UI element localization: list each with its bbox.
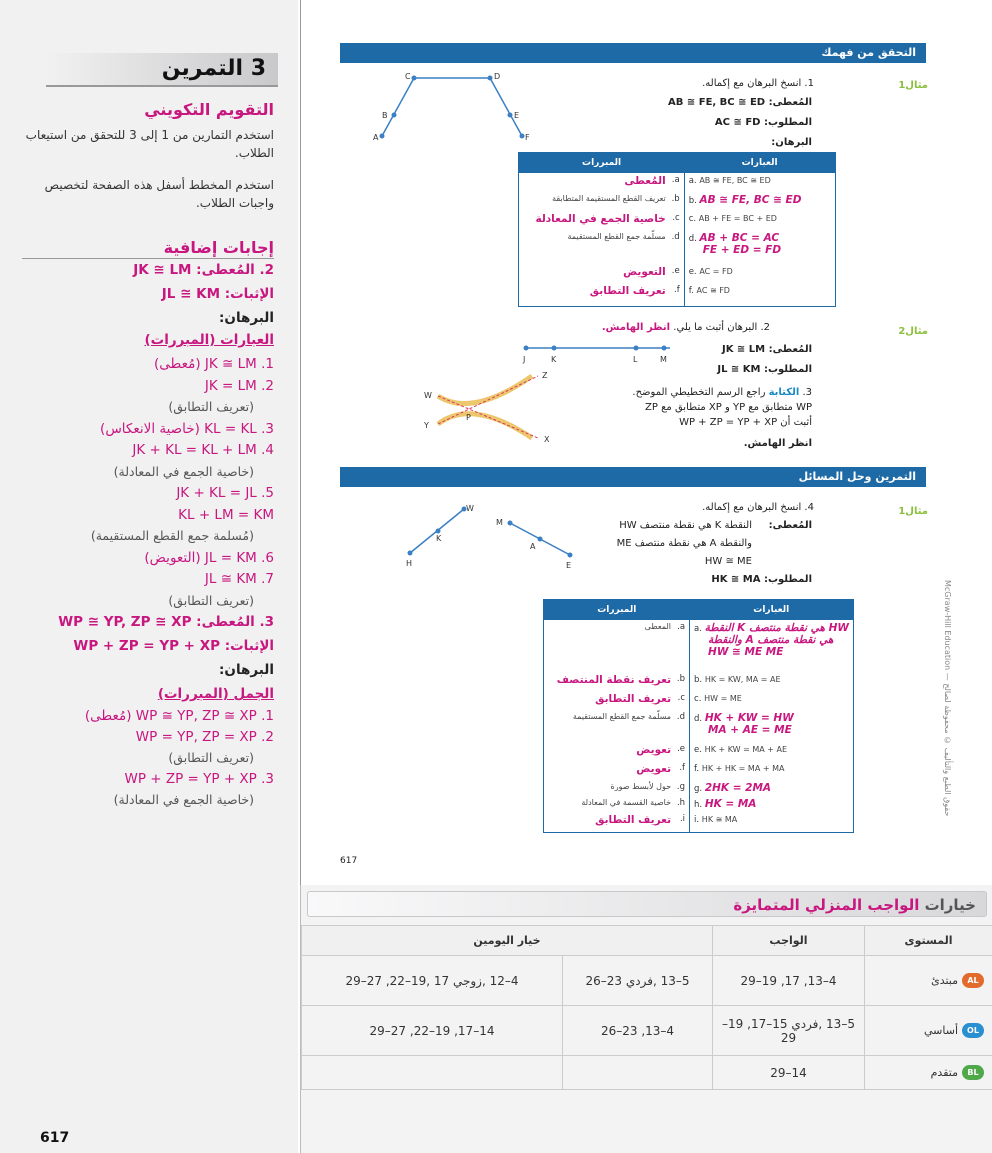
t1-reasons-column bbox=[519, 173, 685, 307]
t1-statement-5 bbox=[689, 266, 831, 285]
t1-statement-4 bbox=[689, 232, 831, 266]
answer2-columns: العبارات (المبررات) bbox=[144, 332, 274, 348]
label-A2: A bbox=[530, 542, 536, 551]
reason-text: مسلّمة جمع القطع المستقيمة bbox=[567, 231, 666, 241]
statement-text: HK = KW, MA = AE bbox=[704, 674, 781, 684]
row-letter: b. bbox=[688, 195, 700, 206]
reason-text: خاصية الجمع في المعادلة bbox=[535, 212, 666, 225]
t1-header-reasons: المبررات bbox=[519, 153, 685, 173]
row-letter: a. bbox=[677, 621, 686, 632]
row-letter: a. bbox=[688, 175, 700, 186]
label-C: C bbox=[405, 72, 411, 81]
reason-text: تعريف التطابق bbox=[589, 284, 666, 297]
row-letter: b. bbox=[694, 674, 705, 685]
label-W2: W bbox=[466, 504, 474, 513]
answer2-line-5: JK + KL = KL + LM .4 bbox=[132, 442, 274, 458]
q4-given-3: HW ≅ ME bbox=[704, 556, 752, 567]
level-name: متقدم bbox=[930, 1066, 958, 1079]
row-letter: c. bbox=[672, 212, 680, 223]
extra-answers-heading: إجابات إضافية bbox=[163, 238, 274, 257]
formative-paragraph-2: استخدم المخطط أسفل هذه الصفحة لتخصيص واجبات الطلاب. bbox=[44, 178, 274, 210]
answer3-line-5: (خاصية الجمع في المعادلة) bbox=[113, 792, 254, 807]
t2-reason-6 bbox=[548, 763, 685, 782]
reason-text: المعطى bbox=[644, 621, 672, 631]
answer2-line-12: (تعريف التطابق) bbox=[168, 592, 254, 608]
t2-reason-8 bbox=[548, 798, 685, 814]
t2-statement-5 bbox=[694, 744, 849, 763]
homework-title bbox=[307, 891, 987, 917]
answer3-given: 3. المُعطى: WP ≅ YP, ZP ≅ XP bbox=[58, 614, 274, 630]
q1-prove: المطلوب: AC ≅ FD bbox=[714, 117, 812, 128]
row-letter: f. bbox=[674, 284, 680, 295]
row-letter: c. bbox=[694, 693, 705, 704]
label-E: E bbox=[514, 111, 520, 120]
hw-level-cell bbox=[865, 1006, 992, 1056]
reason-text: تعريف نقطة المنتصف bbox=[556, 673, 672, 686]
homework-table bbox=[301, 925, 992, 1090]
t2-statement-8 bbox=[694, 798, 849, 814]
row-letter: a. bbox=[671, 174, 680, 185]
row-letter: c. bbox=[688, 213, 699, 224]
q4-given-1: النقطة K هي نقطة منتصف HW bbox=[619, 520, 752, 531]
row-letter: i. bbox=[679, 813, 686, 824]
level-name: مبتدئ bbox=[931, 974, 958, 987]
level-badge: BL bbox=[962, 1065, 984, 1080]
statement-text: HK = MA bbox=[704, 797, 757, 810]
label-Y: Y bbox=[424, 421, 429, 430]
t1-reason-1 bbox=[523, 175, 680, 194]
segment-jklm-figure bbox=[520, 342, 675, 366]
t1-reason-4 bbox=[523, 232, 680, 266]
t1-header-statements: العبارات bbox=[684, 153, 835, 173]
statement-text: HK + KW = MA + AE bbox=[704, 744, 788, 754]
row-letter: d. bbox=[688, 233, 700, 244]
statement-text: HK ≅ MA bbox=[701, 814, 738, 824]
statement-text: والنقطة A هي نقطة منتصف bbox=[708, 633, 834, 646]
answer2-prove: الإثبات: JL ≅ KM bbox=[161, 286, 274, 302]
page-number-main: 617 bbox=[340, 856, 358, 866]
reason-text: تعويض bbox=[636, 762, 672, 775]
answer2-line-1: JK ≅ LM .1 (مُعطى) bbox=[154, 356, 274, 372]
reason-text: مسلّمة جمع القطع المستقيمة bbox=[572, 711, 672, 721]
statement-text: 2HK = 2MA bbox=[704, 781, 772, 794]
t2-statement-3 bbox=[694, 693, 849, 712]
answer2-line-8: KL + LM = KM bbox=[178, 506, 274, 523]
q1-proof-label: البرهان: bbox=[771, 137, 812, 148]
statement-text: AC ≅ FD bbox=[696, 285, 730, 295]
level-badge: OL bbox=[962, 1023, 984, 1038]
answer3-prove: الإثبات: WP + ZP = YP + XP bbox=[73, 638, 274, 654]
reason-text: تعريف القطع المستقيمة المتطابقة bbox=[552, 193, 666, 203]
t1-statement-6 bbox=[689, 285, 831, 304]
label-Z: Z bbox=[542, 371, 548, 380]
t2-statement-6 bbox=[694, 763, 849, 782]
t1-reason-2 bbox=[523, 194, 680, 213]
answer2-line-4: KL = KL .3 (خاصية الانعكاس) bbox=[100, 420, 274, 437]
formative-paragraph-1: استخدم التمارين من 1 إلى 3 للتحقق من استيعاب الطلاب. bbox=[25, 128, 274, 160]
answer3-line-1: WP ≅ YP, ZP ≅ XP .1 (مُعطى) bbox=[84, 708, 274, 724]
t2-statement-9 bbox=[694, 814, 849, 830]
hw-option2-cell: 4–12 ,زوجي 17 ,19–22, 27–29 bbox=[302, 956, 563, 1006]
row-letter: i. bbox=[694, 814, 702, 825]
reason-text: تعريف التطابق bbox=[595, 692, 672, 705]
t2-statements-column bbox=[690, 620, 854, 833]
statement-text: AB ≅ FE, BC ≅ ED bbox=[699, 193, 802, 206]
hw-option2-cell: 14–17, 19–22, 27–29 bbox=[302, 1006, 563, 1056]
answer2-line-3: (تعريف التطابق) bbox=[168, 399, 254, 414]
answer2-given: 2. المُعطى: JK ≅ LM bbox=[133, 262, 274, 278]
q3-line3: أثبت أن WP + ZP = YP + XP bbox=[679, 417, 812, 428]
label-A: A bbox=[373, 133, 379, 142]
hw-assignment-cell: 14–29 bbox=[713, 1056, 865, 1090]
answer2-line-11: JL ≅ KM .7 bbox=[204, 571, 274, 587]
hw-option1-cell: 5–13 ,فردي 23–26 bbox=[563, 956, 713, 1006]
row-letter: g. bbox=[676, 781, 686, 792]
statement-text: MA + AE = ME bbox=[708, 723, 792, 736]
t2-reason-4 bbox=[548, 712, 685, 744]
homework-title-highlight: الواجب المنزلي المتمايزة bbox=[733, 896, 920, 914]
row-letter: d. bbox=[671, 231, 680, 242]
q4-given-label: المُعطى: bbox=[768, 520, 812, 531]
t2-reason-5 bbox=[548, 744, 685, 763]
homework-options-section bbox=[300, 885, 992, 1153]
reason-text: تعويض bbox=[636, 743, 672, 756]
teacher-sidebar bbox=[0, 0, 298, 1153]
q4-prove: المطلوب: HK ≅ MA bbox=[711, 574, 812, 585]
statement-text: FE + ED = FD bbox=[702, 243, 782, 256]
q3-text bbox=[632, 387, 812, 398]
t2-reason-7 bbox=[548, 782, 685, 798]
label-K: K bbox=[551, 355, 557, 364]
check-understanding-band: التحقق من فهمك bbox=[340, 43, 926, 63]
q4-given-2: والنقطة A هي نقطة منتصف ME bbox=[616, 538, 752, 549]
hw-header-two-day: خيار اليومين bbox=[302, 926, 713, 956]
crossing-lines-figure bbox=[420, 368, 560, 446]
answer2-line-2: JK = LM .2 bbox=[204, 377, 274, 394]
q3-number: 3. bbox=[802, 387, 812, 398]
row-letter: c. bbox=[677, 692, 686, 703]
statement-text: النقطة K هي نقطة منتصف HW bbox=[704, 621, 849, 634]
statement-text: HK + KW = HW bbox=[704, 711, 794, 724]
q3-line2: WP متطابق مع YP و XP متطابق مع ZP bbox=[645, 402, 812, 413]
answer3-line-4: WP + ZP = YP + XP .3 bbox=[124, 771, 274, 787]
label-B: B bbox=[382, 111, 388, 120]
row-letter: e. bbox=[694, 744, 705, 755]
hw-row bbox=[302, 1056, 992, 1090]
label-H: H bbox=[406, 559, 413, 568]
proof-table-2 bbox=[543, 599, 854, 833]
row-letter: d. bbox=[694, 713, 705, 724]
reason-text: حول لأبسط صورة bbox=[610, 781, 672, 791]
proof-table-1 bbox=[518, 152, 836, 307]
statement-text: AB ≅ FE, BC ≅ ED bbox=[699, 175, 771, 185]
statement-text: AC = FD bbox=[699, 266, 733, 276]
statement-text: AB + FE = BC + ED bbox=[698, 213, 777, 223]
level-badge: AL bbox=[962, 973, 984, 988]
label-D: D bbox=[494, 72, 501, 81]
practice-band: التمرين وحل المسائل bbox=[340, 467, 926, 487]
hw-header-assignment: الواجب bbox=[713, 926, 865, 956]
publisher-credit: McGraw-Hill Education — حقوق الطبع والتأليف © محفوظة لصالح bbox=[943, 580, 952, 817]
hw-option1-cell bbox=[563, 1056, 713, 1090]
reason-text: خاصية القسمة في المعادلة bbox=[581, 797, 672, 807]
q2-text bbox=[602, 322, 770, 333]
row-letter: b. bbox=[671, 193, 680, 204]
t2-statement-1 bbox=[694, 622, 849, 674]
row-letter: g. bbox=[694, 783, 705, 794]
hw-level-cell bbox=[865, 956, 992, 1006]
reason-text: تعريف التطابق bbox=[595, 813, 672, 826]
row-letter: d. bbox=[676, 711, 686, 722]
row-letter: e. bbox=[688, 266, 700, 277]
label-F: F bbox=[525, 133, 530, 142]
level-name: أساسي bbox=[923, 1024, 958, 1037]
t2-statement-2 bbox=[694, 674, 849, 693]
label-E: E bbox=[566, 561, 572, 570]
hw-row bbox=[302, 956, 992, 1006]
q2-body: 2. البرهان أثبت ما يلي. bbox=[673, 322, 770, 333]
example-1b-label: مثال1 bbox=[898, 506, 928, 517]
t1-statement-1 bbox=[689, 175, 831, 194]
row-letter: e. bbox=[677, 743, 686, 754]
reason-text: المُعطى bbox=[624, 174, 666, 187]
label-J: J bbox=[523, 355, 526, 364]
hw-row bbox=[302, 1006, 992, 1056]
answer3-columns: الجمل (المبررات) bbox=[157, 686, 274, 702]
hw-option1-cell: 4–13, 23–26 bbox=[563, 1006, 713, 1056]
q3-writing-label: الكتابة bbox=[768, 387, 800, 398]
t2-reasons-column bbox=[544, 620, 690, 833]
row-letter: f. bbox=[688, 285, 697, 296]
reason-text: التعويض bbox=[623, 265, 666, 278]
answer2-line-6: (خاصية الجمع في المعادلة) bbox=[113, 463, 254, 479]
t2-statement-7 bbox=[694, 782, 849, 798]
row-letter: f. bbox=[679, 762, 686, 773]
t2-reason-3 bbox=[548, 693, 685, 712]
statement-text: HW ≅ ME ME bbox=[708, 645, 784, 658]
label-P: P bbox=[466, 413, 471, 422]
statement-text: HW = ME bbox=[704, 693, 742, 703]
q2-given: المُعطى: JK ≅ LM bbox=[721, 344, 812, 355]
label-M2: M bbox=[496, 518, 503, 527]
statement-text: HK + HK = MA + MA bbox=[701, 763, 785, 773]
q2-prove: المطلوب: JL ≅ KM bbox=[717, 364, 812, 375]
hw-level-cell bbox=[865, 1056, 992, 1090]
label-M: M bbox=[660, 355, 667, 364]
trapezoid-figure bbox=[372, 70, 532, 142]
page-number-left: 617 bbox=[40, 1130, 70, 1146]
answer2-line-7: JK + KL = JL .5 bbox=[176, 485, 274, 501]
label-W: W bbox=[424, 391, 432, 400]
hw-header-level: المستوى bbox=[865, 926, 992, 956]
t1-statement-3 bbox=[689, 213, 831, 232]
t2-reason-1 bbox=[548, 622, 685, 674]
formative-heading: التقويم التكويني bbox=[144, 100, 274, 119]
hw-assignment-cell: 4–13, 17, 19–29 bbox=[713, 956, 865, 1006]
answer3-line-3: (تعريف التطابق) bbox=[168, 750, 254, 765]
answer2-line-9: (مُسلمة جمع القطع المستقيمة) bbox=[90, 528, 254, 543]
label-L: L bbox=[633, 355, 638, 364]
q3-margin-note: انظر الهامش. bbox=[743, 438, 812, 449]
t1-statements-column bbox=[684, 173, 835, 307]
t2-header-statements: العبارات bbox=[690, 600, 854, 620]
homework-title-prefix: خيارات bbox=[919, 896, 976, 914]
t2-reason-2 bbox=[548, 674, 685, 693]
row-letter: b. bbox=[676, 673, 686, 684]
answer2-proof-label: البرهان: bbox=[219, 310, 274, 326]
t1-reason-6 bbox=[523, 285, 680, 304]
lesson-title-box bbox=[46, 53, 278, 87]
example-2-label: مثال2 bbox=[898, 326, 928, 337]
q1-text: 1. انسخ البرهان مع إكماله. bbox=[702, 78, 814, 89]
hw-body bbox=[302, 956, 992, 1090]
q4-text: 4. انسخ البرهان مع إكماله. bbox=[702, 502, 814, 513]
divider bbox=[22, 258, 274, 259]
q3-body: راجع الرسم التخطيطي الموضح. bbox=[632, 387, 766, 398]
lesson-title: 3 التمرين bbox=[161, 56, 266, 81]
answer3-line-2: WP = YP, ZP = XP .2 bbox=[135, 729, 274, 745]
row-letter: h. bbox=[694, 799, 705, 810]
t1-reason-5 bbox=[523, 266, 680, 285]
t2-statement-4 bbox=[694, 712, 849, 744]
label-X: X bbox=[544, 435, 550, 444]
t2-header-reasons: المبررات bbox=[544, 600, 690, 620]
statement-text: AB + BC = AC bbox=[699, 231, 780, 244]
t1-statement-2 bbox=[689, 194, 831, 213]
t2-reason-9 bbox=[548, 814, 685, 830]
answer3-proof-label: البرهان: bbox=[219, 662, 274, 678]
row-letter: a. bbox=[694, 623, 705, 634]
t1-reason-3 bbox=[523, 213, 680, 232]
hw-option2-cell bbox=[302, 1056, 563, 1090]
q2-margin-note: انظر الهامش. bbox=[601, 322, 671, 333]
row-letter: h. bbox=[676, 797, 686, 808]
label-K2: K bbox=[436, 534, 442, 543]
hw-assignment-cell: 5–13 ,فردي 15–17, 19–29 bbox=[713, 1006, 865, 1056]
example-1-label: مثال1 bbox=[898, 80, 928, 91]
answer2-line-10: JL = KM .6 (التعويض) bbox=[144, 549, 274, 566]
q1-given: المُعطى: AB ≅ FE, BC ≅ ED bbox=[668, 97, 812, 108]
row-letter: f. bbox=[694, 763, 702, 774]
row-letter: e. bbox=[671, 265, 680, 276]
midpoint-segments-figure bbox=[402, 503, 582, 571]
